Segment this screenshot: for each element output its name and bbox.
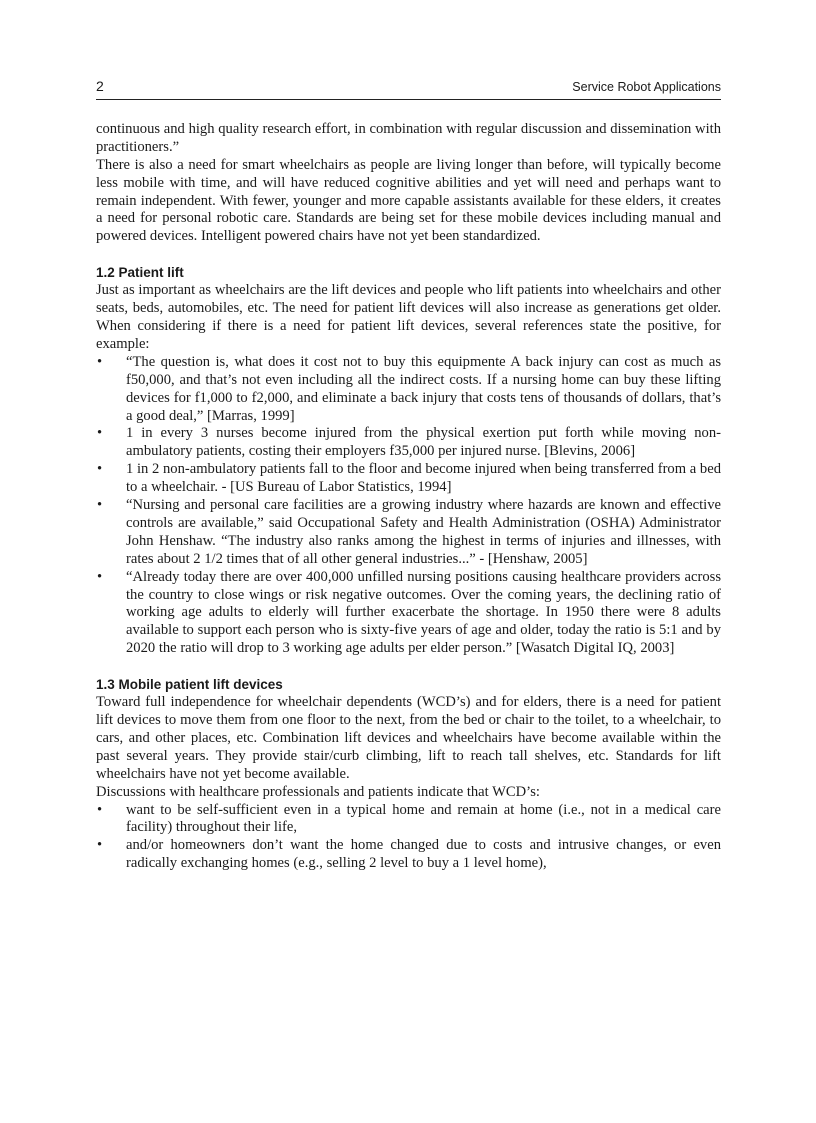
list-item-text: want to be self-sufficient even in a typical home and remain at home (i.e., not in a medical care facility) throughout their life,: [126, 801, 721, 836]
bullet-icon: •: [97, 461, 103, 478]
mobile-lift-bullet-list: [96, 802, 721, 874]
section-heading-mobile-patient-lift: 1.3 Mobile patient lift devices: [96, 677, 283, 693]
bullet-icon: •: [97, 801, 103, 818]
section-heading-patient-lift: 1.2 Patient lift: [96, 265, 184, 281]
list-item-text: “Already today there are over 400,000 unfilled nursing positions causing healthcare providers across the country to close wings or risk negative outcomes. Over the coming years, the declining ratio of working age adults to elderly will further exacerbate the shortage. In 1950 there were 8 adults available to support each person who is sixty-five years of age and older, today the ratio is 5:1 and by 2020 the ratio will drop to 3 working age adults per elder person.” [Wasatch Digital IQ, 2003]: [126, 568, 721, 657]
patient-lift-bullet-list: [96, 354, 721, 658]
intro-paragraph-2: There is also a need for smart wheelchairs as people are living longer than before, will typically become less mobile with time, and will have reduced cognitive abilities and yet will need and perhaps want to remain independent. With fewer, younger and more capable assistants available for these elders, it creates a need for personal robotic care. Standards are being set for these mobile devices including manual and powered devices. Intelligent powered chairs have not yet been standardized.: [96, 156, 721, 245]
page-number: 2: [96, 78, 104, 94]
list-item-text: 1 in 2 non-ambulatory patients fall to the floor and become injured when being transferred from a bed to a wheelchair. - [US Bureau of Labor Statistics, 1994]: [126, 461, 721, 496]
list-item: [96, 802, 721, 838]
list-item: [96, 837, 721, 873]
list-item: [96, 461, 721, 497]
list-item-text: and/or homeowners don’t want the home changed due to costs and intrusive changes, or even radically exchanging homes (e.g., selling 2 level to buy a 1 level home),: [126, 837, 721, 872]
bullet-icon: •: [97, 837, 103, 854]
mobile-lift-paragraph-2: Discussions with healthcare professionals and patients indicate that WCD’s:: [96, 783, 540, 800]
running-title: Service Robot Applications: [572, 80, 721, 94]
list-item: [96, 569, 721, 659]
bullet-icon: •: [97, 353, 103, 370]
list-item-text: 1 in every 3 nurses become injured from the physical exertion put forth while moving non-ambulatory patients, costing their employers f35,000 per injured nurse. [Blevins, 2006]: [126, 425, 721, 460]
bullet-icon: •: [97, 425, 103, 442]
list-item-text: “Nursing and personal care facilities are a growing industry where hazards are known and effective controls are available,” said Occupational Safety and Health Administration (OSHA) Administrator John Henshaw. “The industry also ranks among the highest in terms of injuries and illnesses, with rates about 2 1/2 times that of all other general industries...” - [Henshaw, 2005]: [126, 497, 721, 567]
list-item-text: “The question is, what does it cost not to buy this equipmente A back injury can cost as much as f50,000, and that’s not even including all the indirect costs. If a nursing home can buy these lifting devices for f1,000 to f2,000, and eliminate a back injury that costs tens of thousands of dollars, that’s a good deal,” [Marras, 1999]: [126, 353, 721, 424]
patient-lift-paragraph: Just as important as wheelchairs are the lift devices and people who lift patients into wheelchairs and other seats, beds, automobiles, etc. The need for patient lift devices will also increase as generations get older. When considering if there is a need for patient lift devices, several references state the positive, for example:: [96, 282, 721, 352]
list-item: [96, 425, 721, 461]
list-item: [96, 497, 721, 569]
intro-paragraph-1: continuous and high quality research effort, in combination with regular discussion and dissemination with practitioners.”: [96, 120, 721, 155]
running-header: [96, 78, 721, 100]
bullet-icon: •: [97, 568, 103, 585]
page: [96, 78, 721, 873]
bullet-icon: •: [97, 497, 103, 514]
mobile-lift-paragraph-1: Toward full independence for wheelchair dependents (WCD’s) and for elders, there is a need for patient lift devices to move them from one floor to the next, from the bed or chair to the toilet, to a wheelchair, to cars, and other places, etc. Combination lift devices and wheelchairs have become available within the past several years. They provide stair/curb climbing, lift to reach tall shelves, etc. Standards for lift wheelchairs have not yet become available.: [96, 694, 721, 782]
list-item: [96, 354, 721, 426]
